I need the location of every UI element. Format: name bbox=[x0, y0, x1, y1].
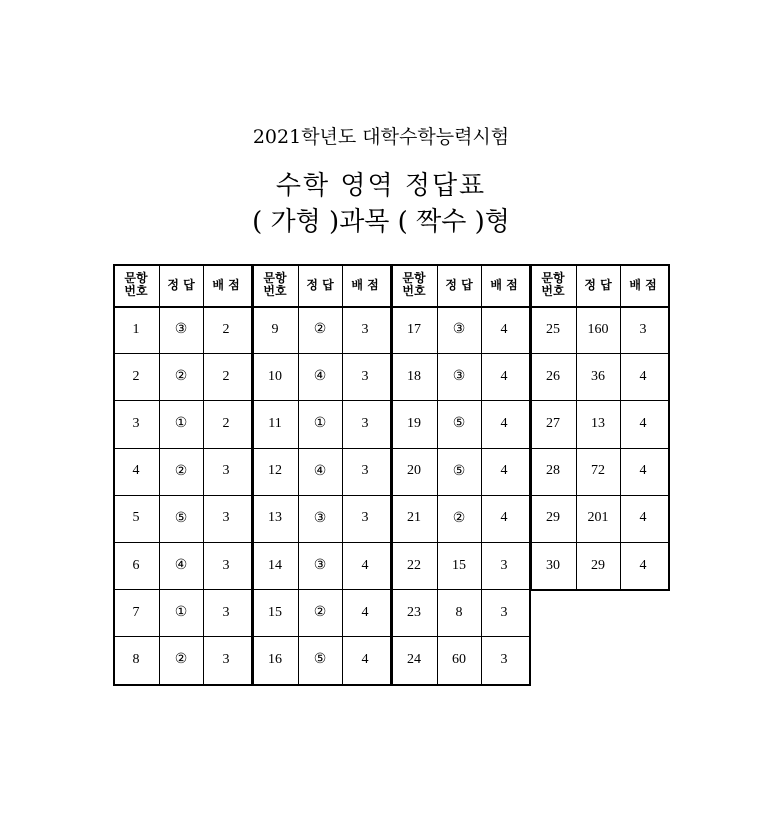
answer-value: ② bbox=[174, 369, 188, 385]
table-row-divider bbox=[252, 400, 390, 401]
subject-line: ( 가형 )과목 ( 짝수 )형 bbox=[252, 207, 510, 237]
answer-value: ③ bbox=[313, 558, 327, 574]
table-row-divider bbox=[252, 495, 390, 496]
header-question-number bbox=[391, 264, 437, 306]
table-border-bottom bbox=[252, 684, 392, 686]
question-number: 23 bbox=[407, 604, 421, 620]
score-value: 3 bbox=[500, 651, 508, 667]
header-number-line1: 문항 bbox=[263, 271, 287, 285]
answer-value: ⑤ bbox=[452, 463, 466, 479]
answer-value: ③ bbox=[313, 510, 327, 526]
table-row-divider bbox=[113, 636, 251, 637]
header-question-number bbox=[252, 264, 298, 306]
answer-value: ③ bbox=[452, 369, 466, 385]
header-score: 배 점 bbox=[351, 277, 379, 292]
question-number: 5 bbox=[132, 510, 140, 526]
score-value: 4 bbox=[639, 415, 647, 431]
question-number: 17 bbox=[407, 321, 421, 337]
score-value: 2 bbox=[222, 321, 230, 337]
score-value: 4 bbox=[361, 557, 369, 573]
answer-value: ③ bbox=[452, 322, 466, 338]
table-row-divider bbox=[530, 542, 668, 543]
table-border-left bbox=[113, 264, 115, 686]
question-number: 27 bbox=[546, 415, 560, 431]
answer-value: ⑤ bbox=[174, 510, 188, 526]
table-row-divider bbox=[530, 400, 668, 401]
table-border-right bbox=[668, 264, 670, 591]
header-score: 배 점 bbox=[490, 277, 518, 292]
table-border-bottom bbox=[530, 589, 670, 591]
answer-value: ① bbox=[174, 416, 188, 432]
question-number: 9 bbox=[271, 321, 279, 337]
score-value: 4 bbox=[361, 604, 369, 620]
score-value: 3 bbox=[361, 321, 369, 337]
table-col-divider bbox=[481, 264, 482, 684]
header-answer: 정 답 bbox=[445, 277, 473, 292]
answer-value: ② bbox=[174, 463, 188, 479]
score-value: 4 bbox=[639, 557, 647, 573]
table-row-divider bbox=[113, 495, 251, 496]
table-row-divider bbox=[391, 400, 529, 401]
question-number: 22 bbox=[407, 557, 421, 573]
answer-value: ② bbox=[313, 605, 327, 621]
answer-value: ④ bbox=[313, 369, 327, 385]
score-value: 3 bbox=[361, 463, 369, 479]
table-border-bottom bbox=[113, 684, 253, 686]
table-row-divider bbox=[252, 636, 390, 637]
answer-value: ⑤ bbox=[313, 652, 327, 668]
score-value: 3 bbox=[361, 510, 369, 526]
score-value: 3 bbox=[500, 604, 508, 620]
question-number: 15 bbox=[268, 604, 282, 620]
question-number: 13 bbox=[268, 510, 282, 526]
table-border-top bbox=[391, 264, 531, 266]
table-col-divider bbox=[203, 264, 204, 684]
header-question-number bbox=[530, 264, 576, 306]
answer-value: ④ bbox=[174, 558, 188, 574]
score-value: 4 bbox=[639, 368, 647, 384]
score-value: 3 bbox=[222, 651, 230, 667]
table-border-left bbox=[252, 264, 254, 686]
table-col-divider bbox=[159, 264, 160, 684]
table-row-divider bbox=[391, 353, 529, 354]
question-number: 19 bbox=[407, 415, 421, 431]
question-number: 6 bbox=[132, 557, 140, 573]
table-row-divider bbox=[252, 353, 390, 354]
question-number: 25 bbox=[546, 321, 560, 337]
table-col-divider bbox=[437, 264, 438, 684]
question-number: 21 bbox=[407, 510, 421, 526]
table-row-divider bbox=[252, 589, 390, 590]
score-value: 3 bbox=[222, 510, 230, 526]
table-row-divider bbox=[113, 542, 251, 543]
question-number: 24 bbox=[407, 651, 421, 667]
answer-value: 60 bbox=[452, 651, 466, 667]
table-row-divider bbox=[391, 589, 529, 590]
question-number: 2 bbox=[132, 368, 140, 384]
table-row-divider bbox=[252, 448, 390, 449]
score-value: 3 bbox=[361, 415, 369, 431]
score-value: 4 bbox=[361, 651, 369, 667]
header-question-number bbox=[113, 264, 159, 306]
answer-value: 160 bbox=[587, 321, 609, 337]
table-row-divider bbox=[530, 495, 668, 496]
table-col-divider bbox=[576, 264, 577, 589]
question-number: 20 bbox=[407, 463, 421, 479]
answer-value: 201 bbox=[587, 510, 609, 526]
answer-value: ② bbox=[452, 510, 466, 526]
question-number: 3 bbox=[132, 415, 140, 431]
table-border-top bbox=[530, 264, 670, 266]
table-header-divider bbox=[113, 306, 251, 308]
score-value: 3 bbox=[222, 604, 230, 620]
question-number: 18 bbox=[407, 368, 421, 384]
score-value: 4 bbox=[500, 415, 508, 431]
question-number: 8 bbox=[132, 651, 140, 667]
table-border-top bbox=[113, 264, 253, 266]
score-value: 4 bbox=[639, 510, 647, 526]
table-title: 수학 영역 정답표 bbox=[275, 171, 487, 201]
question-number: 29 bbox=[546, 510, 560, 526]
header-answer: 정 답 bbox=[584, 277, 612, 292]
score-value: 2 bbox=[222, 368, 230, 384]
header-number-line2: 번호 bbox=[402, 284, 426, 298]
answer-value: 8 bbox=[455, 604, 463, 620]
score-value: 4 bbox=[639, 463, 647, 479]
table-row-divider bbox=[530, 353, 668, 354]
score-value: 3 bbox=[222, 463, 230, 479]
header-score: 배 점 bbox=[629, 277, 657, 292]
table-border-top bbox=[252, 264, 392, 266]
table-border-left bbox=[391, 264, 393, 686]
score-value: 4 bbox=[500, 463, 508, 479]
table-row-divider bbox=[113, 353, 251, 354]
question-number: 11 bbox=[268, 415, 282, 431]
answer-value: ③ bbox=[174, 322, 188, 338]
table-border-bottom bbox=[391, 684, 531, 686]
question-number: 30 bbox=[546, 557, 560, 573]
question-number: 14 bbox=[268, 557, 282, 573]
table-header-divider bbox=[391, 306, 529, 308]
table-row-divider bbox=[113, 589, 251, 590]
table-row-divider bbox=[113, 400, 251, 401]
header-number-line1: 문항 bbox=[402, 271, 426, 285]
table-col-divider bbox=[342, 264, 343, 684]
table-header-divider bbox=[252, 306, 390, 308]
answer-value: 72 bbox=[591, 463, 605, 479]
table-row-divider bbox=[252, 542, 390, 543]
header-number-line2: 번호 bbox=[263, 284, 287, 298]
answer-value: ④ bbox=[313, 463, 327, 479]
table-row-divider bbox=[391, 448, 529, 449]
answer-value: 29 bbox=[591, 557, 605, 573]
score-value: 3 bbox=[222, 557, 230, 573]
answer-value: 36 bbox=[591, 368, 605, 384]
question-number: 10 bbox=[268, 368, 282, 384]
score-value: 2 bbox=[222, 415, 230, 431]
answer-value: ① bbox=[174, 605, 188, 621]
score-value: 3 bbox=[639, 321, 647, 337]
header-answer: 정 답 bbox=[306, 277, 334, 292]
header-number-line2: 번호 bbox=[541, 284, 565, 298]
table-row-divider bbox=[391, 495, 529, 496]
table-row-divider bbox=[113, 448, 251, 449]
table-col-divider bbox=[298, 264, 299, 684]
question-number: 16 bbox=[268, 651, 282, 667]
table-header-divider bbox=[530, 306, 668, 308]
score-value: 4 bbox=[500, 510, 508, 526]
score-value: 4 bbox=[500, 321, 508, 337]
table-col-divider bbox=[620, 264, 621, 589]
score-value: 3 bbox=[500, 557, 508, 573]
header-number-line1: 문항 bbox=[541, 271, 565, 285]
header-answer: 정 답 bbox=[167, 277, 195, 292]
question-number: 28 bbox=[546, 463, 560, 479]
question-number: 4 bbox=[132, 463, 140, 479]
question-number: 12 bbox=[268, 463, 282, 479]
question-number: 7 bbox=[132, 604, 140, 620]
header-number-line1: 문항 bbox=[124, 271, 148, 285]
answer-value: ① bbox=[313, 416, 327, 432]
question-number: 1 bbox=[132, 321, 140, 337]
table-row-divider bbox=[391, 542, 529, 543]
answer-value: ② bbox=[174, 652, 188, 668]
answer-value: 15 bbox=[452, 557, 466, 573]
table-row-divider bbox=[530, 448, 668, 449]
answer-value: ⑤ bbox=[452, 416, 466, 432]
answer-value: 13 bbox=[591, 415, 605, 431]
question-number: 26 bbox=[546, 368, 560, 384]
table-row-divider bbox=[391, 636, 529, 637]
header-number-line2: 번호 bbox=[124, 284, 148, 298]
exam-title: 2021학년도 대학수학능력시험 bbox=[252, 126, 510, 148]
header-score: 배 점 bbox=[212, 277, 240, 292]
score-value: 4 bbox=[500, 368, 508, 384]
answer-value: ② bbox=[313, 322, 327, 338]
score-value: 3 bbox=[361, 368, 369, 384]
